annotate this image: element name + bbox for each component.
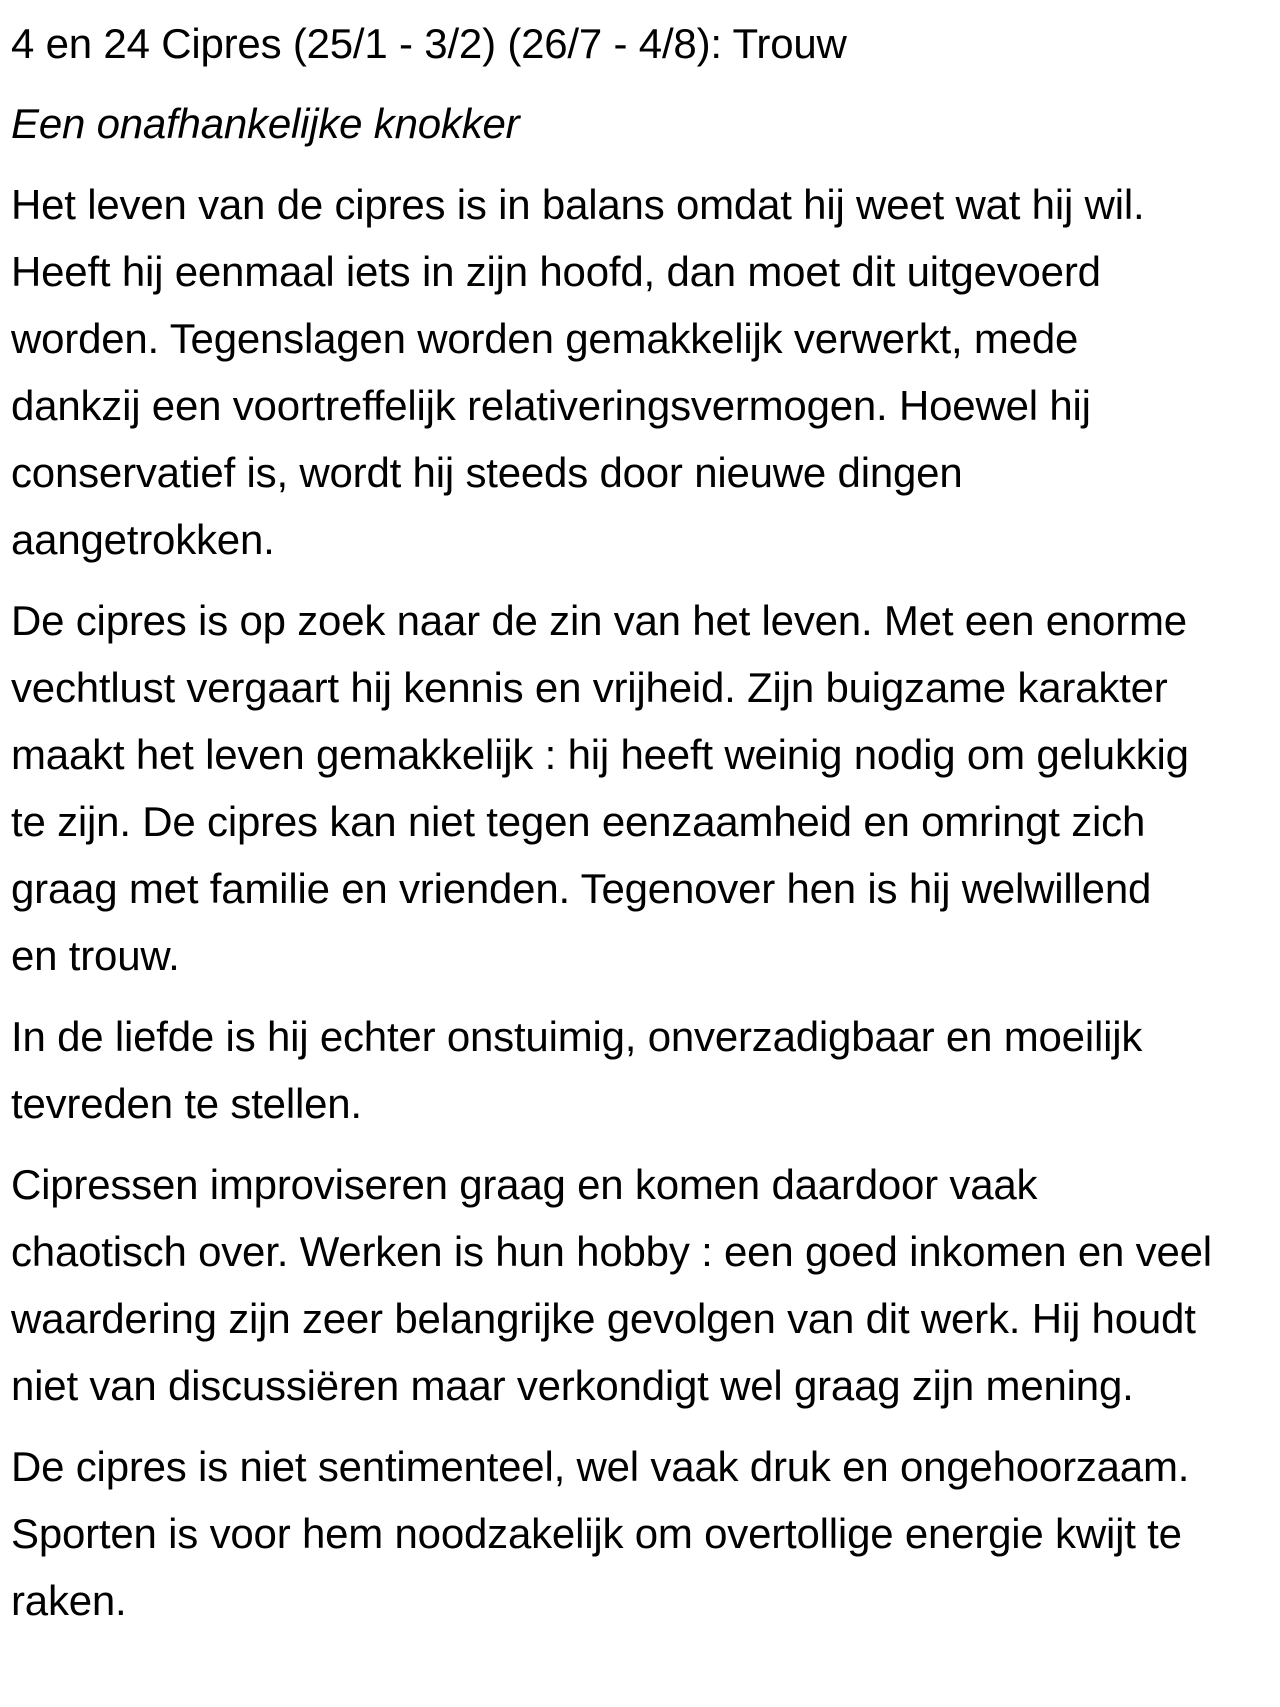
- paragraph-line: waardering zijn zeer belangrijke gevolgen van dit werk. Hij houdt: [11, 1295, 1196, 1342]
- paragraph-2: [11, 587, 1273, 989]
- paragraph-line: Sporten is voor hem noodzakelijk om overtollige energie kwijt te: [11, 1510, 1182, 1557]
- paragraph-line: De cipres is op zoek naar de zin van het leven. Met een enorme: [11, 597, 1187, 644]
- document-page: [11, 10, 1273, 1634]
- paragraph-line: niet van discussiëren maar verkondigt wel graag zijn mening.: [11, 1362, 1134, 1409]
- paragraph-line: worden. Tegenslagen worden gemakkelijk verwerkt, mede: [11, 315, 1079, 362]
- paragraph-line: conservatief is, wordt hij steeds door nieuwe dingen: [11, 449, 963, 496]
- paragraph-line: vechtlust vergaart hij kennis en vrijheid. Zijn buigzame karakter: [11, 664, 1168, 711]
- paragraph-line: raken.: [11, 1577, 127, 1624]
- paragraph-line: De cipres is niet sentimenteel, wel vaak druk en ongehoorzaam.: [11, 1443, 1190, 1490]
- paragraph-1: [11, 171, 1273, 573]
- paragraph-line: maakt het leven gemakkelijk : hij heeft weinig nodig om gelukkig: [11, 731, 1189, 778]
- paragraph-line: In de liefde is hij echter onstuimig, onverzadigbaar en moeilijk: [11, 1013, 1143, 1060]
- paragraph-5: [11, 1433, 1273, 1634]
- paragraph-3: [11, 1003, 1273, 1137]
- paragraph-line: aangetrokken.: [11, 516, 275, 563]
- paragraph-line: graag met familie en vrienden. Tegenover hen is hij welwillend: [11, 865, 1152, 912]
- paragraph-line: en trouw.: [11, 932, 180, 979]
- paragraph-line: Het leven van de cipres is in balans omdat hij weet wat hij wil.: [11, 181, 1145, 228]
- paragraph-4: [11, 1151, 1273, 1419]
- paragraph-line: tevreden te stellen.: [11, 1080, 362, 1127]
- paragraph-line: chaotisch over. Werken is hun hobby : een goed inkomen en veel: [11, 1228, 1212, 1275]
- paragraph-line: dankzij een voortreffelijk relativeringsvermogen. Hoewel hij: [11, 382, 1091, 429]
- document-subtitle: Een onafhankelijke knokker: [11, 100, 520, 147]
- paragraph-line: Heeft hij eenmaal iets in zijn hoofd, dan moet dit uitgevoerd: [11, 248, 1101, 295]
- paragraph-line: Cipressen improviseren graag en komen daardoor vaak: [11, 1161, 1038, 1208]
- paragraph-line: te zijn. De cipres kan niet tegen eenzaamheid en omringt zich: [11, 798, 1146, 845]
- document-heading: 4 en 24 Cipres (25/1 - 3/2) (26/7 - 4/8): Trouw: [11, 20, 847, 67]
